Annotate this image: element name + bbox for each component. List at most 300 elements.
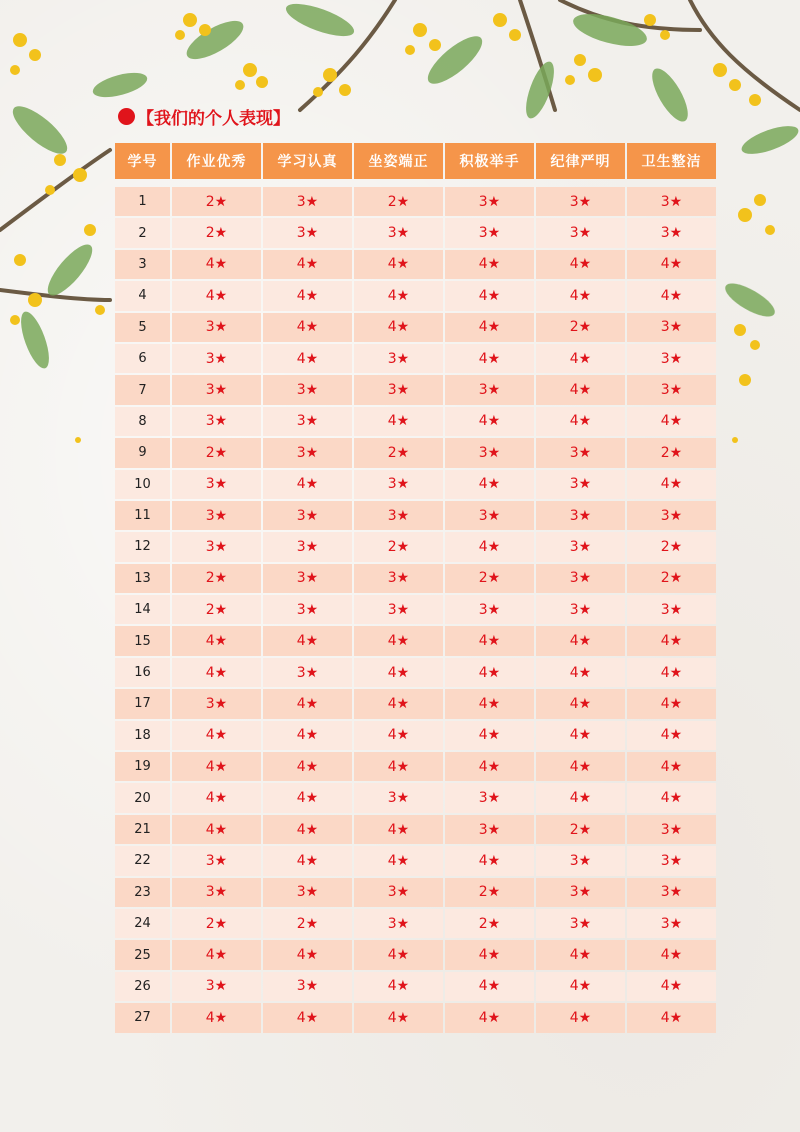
star-icon: ★	[669, 350, 683, 367]
score-cell	[627, 783, 716, 812]
star-icon: ★	[487, 319, 501, 336]
score-cell	[536, 250, 625, 279]
star-icon: ★	[214, 664, 228, 681]
score-value: 3	[387, 601, 397, 618]
table-row	[115, 972, 716, 1001]
score-value: 4	[387, 664, 397, 681]
star-icon: ★	[305, 601, 319, 618]
score-cell	[263, 281, 352, 310]
star-icon: ★	[305, 225, 319, 242]
score-cell	[627, 313, 716, 342]
score-value: 4	[205, 1009, 215, 1026]
star-icon: ★	[214, 790, 228, 807]
score-cell	[445, 375, 534, 404]
star-icon: ★	[487, 413, 501, 430]
star-icon: ★	[396, 727, 410, 744]
score-value: 3	[387, 350, 397, 367]
score-cell	[263, 218, 352, 247]
score-value: 4	[205, 664, 215, 681]
score-value: 4	[478, 476, 488, 493]
star-icon: ★	[669, 884, 683, 901]
score-cell	[627, 250, 716, 279]
star-icon: ★	[487, 727, 501, 744]
score-value: 3	[478, 193, 488, 210]
student-id-cell: 26	[115, 972, 170, 1001]
score-value: 3	[660, 507, 670, 524]
table-header-row	[115, 143, 716, 179]
star-icon: ★	[578, 319, 592, 336]
score-cell	[445, 1003, 534, 1032]
score-cell	[445, 470, 534, 499]
score-cell	[263, 564, 352, 593]
score-cell	[627, 281, 716, 310]
score-cell	[627, 470, 716, 499]
score-value: 3	[387, 225, 397, 242]
star-icon: ★	[396, 507, 410, 524]
student-id-cell: 12	[115, 532, 170, 561]
student-id-cell: 10	[115, 470, 170, 499]
score-value: 4	[205, 287, 215, 304]
star-icon: ★	[578, 633, 592, 650]
score-value: 4	[296, 287, 306, 304]
score-value: 4	[478, 758, 488, 775]
score-value: 4	[660, 1009, 670, 1026]
score-value: 4	[478, 538, 488, 555]
score-value: 3	[569, 538, 579, 555]
score-cell	[263, 783, 352, 812]
table-row	[115, 846, 716, 875]
score-value: 3	[569, 476, 579, 493]
score-value: 4	[205, 256, 215, 273]
table-row	[115, 407, 716, 436]
table-row	[115, 187, 716, 216]
star-icon: ★	[487, 256, 501, 273]
score-cell	[263, 313, 352, 342]
score-value: 4	[569, 727, 579, 744]
score-value: 3	[205, 350, 215, 367]
score-value: 3	[478, 507, 488, 524]
star-icon: ★	[578, 915, 592, 932]
score-cell	[627, 532, 716, 561]
star-icon: ★	[396, 570, 410, 587]
score-cell	[536, 344, 625, 373]
score-cell	[354, 501, 443, 530]
score-value: 3	[205, 695, 215, 712]
score-value: 4	[296, 852, 306, 869]
star-icon: ★	[396, 664, 410, 681]
score-cell	[354, 438, 443, 467]
star-icon: ★	[669, 633, 683, 650]
score-value: 4	[660, 413, 670, 430]
score-cell	[172, 626, 261, 655]
star-icon: ★	[305, 727, 319, 744]
score-cell	[263, 375, 352, 404]
score-cell	[354, 564, 443, 593]
score-cell	[445, 626, 534, 655]
score-cell	[172, 846, 261, 875]
score-value: 2	[478, 915, 488, 932]
score-cell	[354, 532, 443, 561]
score-cell	[172, 878, 261, 907]
student-id-cell: 9	[115, 438, 170, 467]
star-icon: ★	[214, 633, 228, 650]
score-value: 4	[296, 727, 306, 744]
score-cell	[354, 187, 443, 216]
score-cell	[172, 658, 261, 687]
star-icon: ★	[396, 319, 410, 336]
star-icon: ★	[487, 947, 501, 964]
star-icon: ★	[669, 852, 683, 869]
star-icon: ★	[669, 382, 683, 399]
score-value: 4	[660, 978, 670, 995]
score-cell	[354, 815, 443, 844]
score-value: 3	[478, 790, 488, 807]
score-cell	[354, 626, 443, 655]
score-cell	[536, 375, 625, 404]
student-id-cell: 25	[115, 940, 170, 969]
table-row	[115, 815, 716, 844]
table-row	[115, 470, 716, 499]
star-icon: ★	[669, 664, 683, 681]
score-value: 4	[660, 790, 670, 807]
score-value: 4	[387, 256, 397, 273]
student-id-cell: 20	[115, 783, 170, 812]
score-value: 3	[296, 444, 306, 461]
star-icon: ★	[214, 947, 228, 964]
score-value: 4	[478, 256, 488, 273]
score-value: 4	[478, 413, 488, 430]
star-icon: ★	[305, 350, 319, 367]
score-cell	[354, 595, 443, 624]
star-icon: ★	[214, 225, 228, 242]
star-icon: ★	[487, 570, 501, 587]
score-cell	[536, 595, 625, 624]
score-cell	[354, 940, 443, 969]
star-icon: ★	[305, 256, 319, 273]
score-value: 4	[205, 727, 215, 744]
star-icon: ★	[487, 601, 501, 618]
score-cell	[536, 313, 625, 342]
star-icon: ★	[214, 538, 228, 555]
star-icon: ★	[305, 664, 319, 681]
score-value: 3	[205, 382, 215, 399]
score-cell	[263, 595, 352, 624]
score-cell	[536, 564, 625, 593]
star-icon: ★	[396, 413, 410, 430]
star-icon: ★	[487, 193, 501, 210]
star-icon: ★	[396, 758, 410, 775]
star-icon: ★	[214, 287, 228, 304]
star-icon: ★	[396, 884, 410, 901]
star-icon: ★	[396, 821, 410, 838]
score-value: 3	[660, 821, 670, 838]
score-cell	[172, 250, 261, 279]
score-value: 3	[387, 884, 397, 901]
score-cell	[263, 689, 352, 718]
star-icon: ★	[396, 1009, 410, 1026]
score-value: 3	[660, 193, 670, 210]
star-icon: ★	[214, 821, 228, 838]
score-cell	[354, 909, 443, 938]
score-cell	[536, 878, 625, 907]
star-icon: ★	[669, 256, 683, 273]
score-value: 4	[569, 1009, 579, 1026]
student-id-cell: 17	[115, 689, 170, 718]
score-cell	[536, 846, 625, 875]
score-cell	[627, 1003, 716, 1032]
score-value: 3	[205, 978, 215, 995]
score-value: 2	[387, 444, 397, 461]
score-value: 2	[660, 570, 670, 587]
score-value: 2	[387, 193, 397, 210]
score-cell	[445, 595, 534, 624]
star-icon: ★	[305, 633, 319, 650]
table-row	[115, 940, 716, 969]
score-value: 2	[205, 601, 215, 618]
star-icon: ★	[396, 601, 410, 618]
score-value: 2	[296, 915, 306, 932]
student-id-cell: 13	[115, 564, 170, 593]
table-row	[115, 281, 716, 310]
star-icon: ★	[214, 601, 228, 618]
star-icon: ★	[396, 350, 410, 367]
score-value: 3	[296, 978, 306, 995]
star-icon: ★	[305, 852, 319, 869]
star-icon: ★	[305, 476, 319, 493]
star-icon: ★	[214, 758, 228, 775]
score-value: 2	[205, 444, 215, 461]
score-value: 4	[478, 727, 488, 744]
star-icon: ★	[305, 695, 319, 712]
student-id-cell: 3	[115, 250, 170, 279]
table-row	[115, 783, 716, 812]
star-icon: ★	[669, 538, 683, 555]
star-icon: ★	[487, 758, 501, 775]
score-cell	[536, 501, 625, 530]
table-row	[115, 721, 716, 750]
score-cell	[445, 218, 534, 247]
table-row	[115, 626, 716, 655]
star-icon: ★	[578, 382, 592, 399]
score-value: 4	[569, 758, 579, 775]
score-value: 4	[478, 852, 488, 869]
score-cell	[263, 344, 352, 373]
star-icon: ★	[487, 382, 501, 399]
student-id-cell: 16	[115, 658, 170, 687]
score-value: 3	[296, 382, 306, 399]
score-cell	[627, 878, 716, 907]
star-icon: ★	[578, 790, 592, 807]
score-value: 3	[660, 884, 670, 901]
score-value: 4	[387, 695, 397, 712]
score-value: 4	[205, 947, 215, 964]
score-cell	[263, 250, 352, 279]
score-cell	[172, 940, 261, 969]
score-value: 4	[296, 256, 306, 273]
star-icon: ★	[669, 915, 683, 932]
student-id-cell: 2	[115, 218, 170, 247]
score-value: 4	[296, 790, 306, 807]
score-cell	[263, 909, 352, 938]
student-id-cell: 22	[115, 846, 170, 875]
column-header: 积极举手	[445, 143, 534, 179]
score-value: 4	[387, 1009, 397, 1026]
score-cell	[627, 187, 716, 216]
score-value: 3	[296, 413, 306, 430]
score-cell	[172, 564, 261, 593]
score-value: 4	[296, 476, 306, 493]
table-row	[115, 313, 716, 342]
score-cell	[445, 344, 534, 373]
score-value: 4	[569, 350, 579, 367]
star-icon: ★	[305, 821, 319, 838]
student-id-cell: 21	[115, 815, 170, 844]
score-cell	[627, 658, 716, 687]
star-icon: ★	[578, 507, 592, 524]
score-value: 4	[387, 852, 397, 869]
star-icon: ★	[214, 319, 228, 336]
score-cell	[445, 972, 534, 1001]
star-icon: ★	[396, 225, 410, 242]
star-icon: ★	[214, 570, 228, 587]
score-cell	[354, 218, 443, 247]
star-icon: ★	[396, 538, 410, 555]
star-icon: ★	[578, 664, 592, 681]
score-value: 3	[478, 821, 488, 838]
star-icon: ★	[487, 1009, 501, 1026]
score-cell	[172, 752, 261, 781]
score-cell	[445, 250, 534, 279]
star-icon: ★	[578, 947, 592, 964]
student-id-cell: 18	[115, 721, 170, 750]
score-value: 3	[660, 225, 670, 242]
star-icon: ★	[396, 695, 410, 712]
score-value: 4	[296, 947, 306, 964]
star-icon: ★	[578, 287, 592, 304]
score-cell	[627, 940, 716, 969]
table-row	[115, 218, 716, 247]
score-value: 3	[205, 852, 215, 869]
table-row	[115, 501, 716, 530]
score-value: 4	[387, 978, 397, 995]
star-icon: ★	[396, 947, 410, 964]
star-icon: ★	[578, 570, 592, 587]
score-value: 3	[296, 225, 306, 242]
score-cell	[536, 689, 625, 718]
score-value: 4	[660, 695, 670, 712]
score-cell	[354, 689, 443, 718]
star-icon: ★	[578, 1009, 592, 1026]
star-icon: ★	[305, 382, 319, 399]
star-icon: ★	[396, 852, 410, 869]
score-cell	[627, 407, 716, 436]
score-cell	[263, 407, 352, 436]
score-value: 4	[205, 758, 215, 775]
score-value: 2	[478, 884, 488, 901]
star-icon: ★	[669, 225, 683, 242]
score-value: 4	[660, 727, 670, 744]
score-value: 4	[387, 727, 397, 744]
score-cell	[354, 752, 443, 781]
star-icon: ★	[305, 444, 319, 461]
star-icon: ★	[669, 758, 683, 775]
score-value: 2	[205, 193, 215, 210]
score-value: 3	[569, 852, 579, 869]
score-cell	[445, 281, 534, 310]
star-icon: ★	[669, 1009, 683, 1026]
score-cell	[445, 532, 534, 561]
star-icon: ★	[487, 790, 501, 807]
star-icon: ★	[669, 790, 683, 807]
score-value: 3	[296, 664, 306, 681]
column-header: 作业优秀	[172, 143, 261, 179]
score-value: 4	[569, 382, 579, 399]
score-value: 4	[478, 695, 488, 712]
star-icon: ★	[578, 821, 592, 838]
star-icon: ★	[214, 444, 228, 461]
score-cell	[354, 375, 443, 404]
score-value: 3	[296, 507, 306, 524]
star-icon: ★	[578, 350, 592, 367]
star-icon: ★	[396, 287, 410, 304]
star-icon: ★	[214, 695, 228, 712]
star-icon: ★	[214, 413, 228, 430]
score-value: 4	[387, 758, 397, 775]
star-icon: ★	[669, 821, 683, 838]
score-cell	[172, 689, 261, 718]
star-icon: ★	[214, 915, 228, 932]
score-cell	[627, 218, 716, 247]
score-cell	[627, 689, 716, 718]
score-value: 3	[569, 915, 579, 932]
score-value: 3	[205, 476, 215, 493]
star-icon: ★	[487, 915, 501, 932]
score-cell	[172, 1003, 261, 1032]
star-icon: ★	[214, 884, 228, 901]
score-value: 3	[387, 790, 397, 807]
star-icon: ★	[669, 287, 683, 304]
score-value: 4	[296, 695, 306, 712]
score-cell	[627, 344, 716, 373]
score-cell	[627, 815, 716, 844]
score-cell	[445, 783, 534, 812]
star-icon: ★	[669, 570, 683, 587]
score-value: 3	[205, 507, 215, 524]
score-value: 4	[387, 413, 397, 430]
table-row	[115, 752, 716, 781]
score-cell	[445, 564, 534, 593]
table-row	[115, 658, 716, 687]
star-icon: ★	[578, 852, 592, 869]
score-cell	[445, 313, 534, 342]
score-value: 3	[660, 852, 670, 869]
score-cell	[627, 846, 716, 875]
score-cell	[263, 438, 352, 467]
score-value: 3	[296, 193, 306, 210]
student-id-cell: 24	[115, 909, 170, 938]
score-value: 4	[387, 319, 397, 336]
table-row	[115, 375, 716, 404]
score-cell	[536, 783, 625, 812]
score-cell	[263, 878, 352, 907]
column-header: 纪律严明	[536, 143, 625, 179]
star-icon: ★	[305, 193, 319, 210]
score-cell	[536, 1003, 625, 1032]
score-value: 4	[569, 664, 579, 681]
score-cell	[263, 972, 352, 1001]
score-value: 3	[660, 915, 670, 932]
score-cell	[354, 281, 443, 310]
